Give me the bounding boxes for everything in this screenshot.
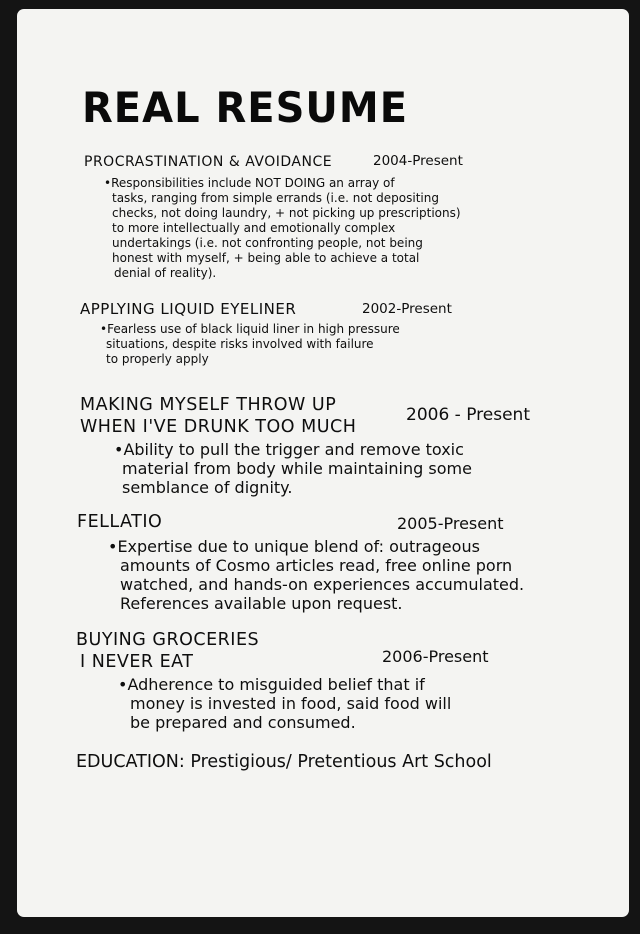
section-dates-eyeliner: 2002-Present	[362, 301, 452, 317]
bullet-line: material from body while maintaining some	[122, 459, 472, 478]
heading-line: I NEVER EAT	[80, 652, 194, 672]
section-bullet-throw-up	[114, 440, 472, 497]
bullet-line: watched, and hands-on experiences accumulated.	[120, 575, 525, 594]
bullet-line: situations, despite risks involved with failure	[106, 337, 374, 351]
bullet-line: •Adherence to misguided belief that if	[118, 675, 425, 694]
bullet-line: •Fearless use of black liquid liner in high pressure	[100, 322, 400, 336]
section-dates-throw-up: 2006 - Present	[406, 405, 530, 425]
bullet-line: tasks, ranging from simple errands (i.e. not depositing	[112, 191, 439, 205]
bullet-line: to more intellectually and emotionally complex	[112, 221, 396, 235]
section-dates-groceries: 2006-Present	[382, 647, 489, 666]
section-dates-fellatio: 2005-Present	[397, 514, 504, 533]
education-line: EDUCATION: Prestigious/ Pretentious Art School	[76, 752, 492, 772]
section-heading-eyeliner: APPLYING LIQUID EYELINER	[80, 300, 297, 318]
bullet-line: denial of reality).	[114, 266, 217, 280]
resume-title: REAL RESUME	[82, 84, 409, 133]
bullet-line: checks, not doing laundry, + not picking up prescriptions)	[112, 206, 461, 220]
heading-line: WHEN I'VE DRUNK TOO MUCH	[80, 417, 357, 437]
section-heading-throw-up	[80, 394, 356, 438]
bullet-line: •Responsibilities include NOT DOING an array of	[104, 176, 395, 190]
heading-line: BUYING GROCERIES	[76, 630, 260, 650]
bullet-line: money is invested in food, said food will	[130, 694, 452, 713]
bullet-line: •Ability to pull the trigger and remove toxic	[114, 440, 464, 459]
bullet-line: semblance of dignity.	[122, 478, 293, 497]
bullet-line: be prepared and consumed.	[130, 713, 356, 732]
bullet-line: undertakings (i.e. not confronting people, not being	[112, 236, 423, 250]
section-heading-procrastination: PROCRASTINATION & AVOIDANCE	[84, 154, 333, 170]
section-heading-groceries	[76, 629, 259, 673]
heading-line: MAKING MYSELF THROW UP	[80, 395, 337, 415]
section-dates-procrastination: 2004-Present	[373, 153, 463, 169]
bullet-line: honest with myself, + being able to achieve a total	[112, 251, 420, 265]
section-heading-fellatio: FELLATIO	[77, 512, 163, 532]
bullet-line: to properly apply	[106, 352, 209, 366]
bullet-line: References available upon request.	[120, 594, 403, 613]
section-bullet-procrastination	[104, 176, 461, 281]
section-bullet-eyeliner	[100, 322, 400, 367]
bullet-line: •Expertise due to unique blend of: outrageous	[108, 537, 480, 556]
section-bullet-groceries	[118, 675, 451, 732]
section-bullet-fellatio	[108, 537, 524, 613]
bullet-line: amounts of Cosmo articles read, free online porn	[120, 556, 513, 575]
